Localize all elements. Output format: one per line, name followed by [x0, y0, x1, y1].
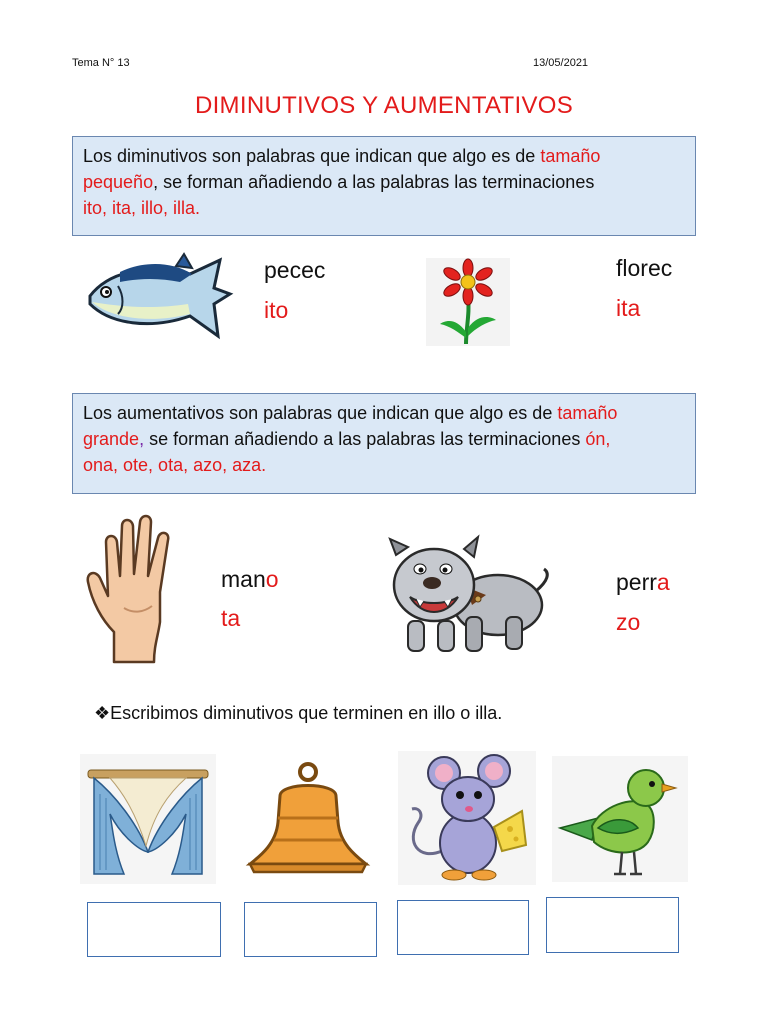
text: Los aumentativos son palabras que indican que algo es de [83, 403, 558, 423]
answer-box-mouse[interactable] [397, 900, 529, 955]
bell-icon [240, 760, 376, 882]
highlight: ón, [585, 429, 611, 449]
bird-icon [552, 756, 688, 882]
bulldog-icon [386, 525, 552, 657]
diminutive-example-2-ending: ita [616, 295, 641, 321]
flower-icon [426, 258, 510, 346]
diminutive-endings: ito, ita, illo, illa. [83, 198, 201, 218]
bullet-icon: ❖ [94, 703, 111, 723]
augmentative-example-2-ending: zo [616, 609, 641, 635]
diminutive-line-1 [83, 143, 685, 169]
exercise-instruction [94, 703, 502, 724]
diminutive-example-1-ending: ito [264, 297, 289, 323]
comma: , [139, 429, 145, 449]
diminutive-example-1-base: pecec [264, 257, 326, 283]
augmentative-example-2-base [616, 568, 670, 596]
text: se forman añadiendo a las palabras las terminaciones [144, 429, 586, 449]
highlight: tamaño [540, 146, 601, 166]
augmentative-example-1-base [221, 565, 279, 593]
augmentative-endings: ona, ote, ota, azo, aza. [83, 455, 267, 475]
answer-box-curtain[interactable] [87, 902, 221, 957]
text: Los diminutivos son palabras que indican que algo es de [83, 146, 541, 166]
augmentative-line-2 [83, 426, 685, 452]
instruction-text: Escribimos diminutivos que terminen en illo o illa. [110, 703, 503, 723]
hand-icon [84, 512, 188, 664]
mouse-icon [398, 751, 536, 885]
diminutive-line-2 [83, 169, 685, 195]
curtain-icon [80, 754, 216, 884]
answer-box-bird[interactable] [546, 897, 679, 953]
base-highlight: o [265, 566, 279, 592]
augmentative-definition-box [72, 393, 696, 494]
base-text: perr [616, 569, 657, 595]
highlight: grande [83, 429, 140, 449]
answer-box-bell[interactable] [244, 902, 377, 957]
base-highlight: a [656, 569, 670, 595]
diminutive-definition-box [72, 136, 696, 236]
fish-icon [80, 248, 248, 352]
highlight: pequeño [83, 172, 154, 192]
text: , se forman añadiendo a las palabras las terminaciones [153, 172, 595, 192]
date-label: 13/05/2021 [533, 57, 589, 69]
augmentative-line-1 [83, 400, 685, 426]
augmentative-example-1-ending: ta [221, 605, 241, 631]
topic-label: Tema N° 13 [72, 57, 130, 69]
base-text: man [221, 566, 266, 592]
diminutive-example-2-base: florec [616, 255, 673, 281]
page-title: DIMINUTIVOS Y AUMENTATIVOS [194, 92, 574, 119]
highlight: tamaño [557, 403, 618, 423]
